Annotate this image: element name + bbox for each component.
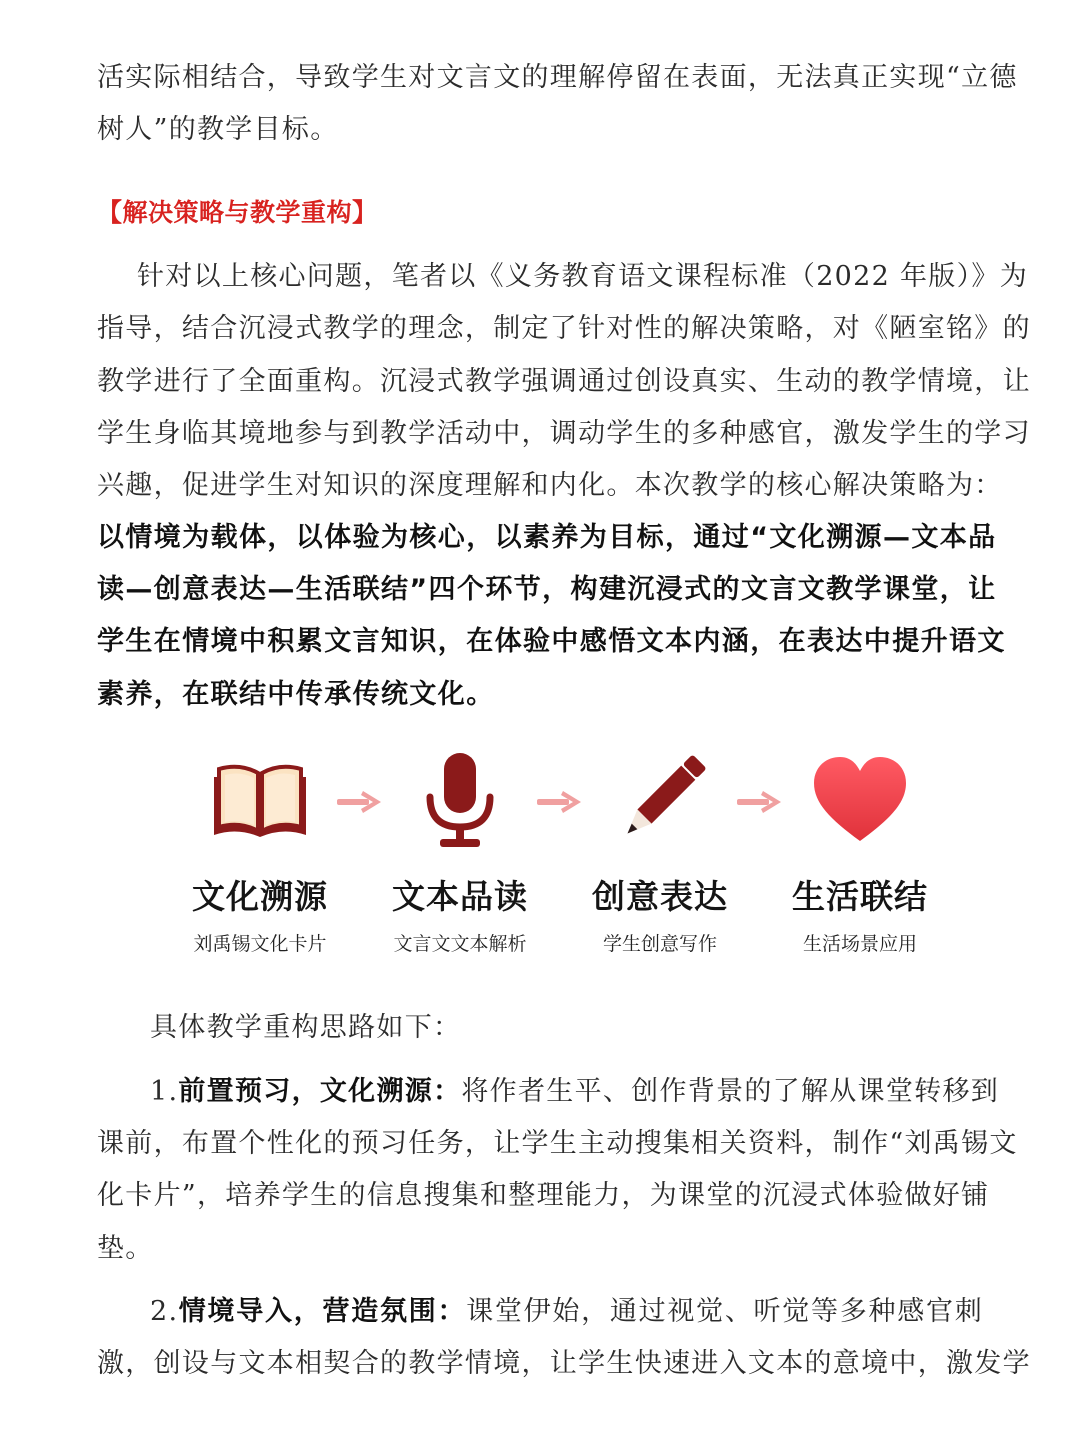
item-text: 课堂伊始，通过视觉、听觉等多种感官刺 [466,1296,984,1327]
item-text: 将作者生平、创作背景的了解从课堂转移到 [461,1076,1000,1107]
open-book-icon [210,751,310,851]
paragraph-line: 针对以上核心问题，笔者以《义务教育语文课程标准（2022 年版）》为 [137,261,1028,292]
flow-step-subtitle: 刘禹锡文化卡片 [193,933,327,955]
item-title: 前置预习，文化溯源： [178,1076,462,1107]
pencil-icon [610,751,710,851]
flow-step-reading [360,745,560,975]
core-strategy-line: 读—创意表达—生活联结”四个环节，构建沉浸式的文言文教学课堂，让 [97,574,997,605]
core-strategy-line: 素养，在联结中传承传统文化。 [97,679,495,710]
paragraph-line: 化卡片”，培养学生的信息搜集和整理能力，为课堂的沉浸式体验做好铺 [97,1180,990,1211]
list-item-2-line [150,1294,983,1330]
paragraph-line: 兴趣，促进学生对知识的深度理解和内化。本次教学的核心解决策略为： [97,470,1003,501]
flow-step-title: 文化溯源 [192,877,328,916]
paragraph-line: 激，创设与文本相契合的教学情境，让学生快速进入文本的意境中，激发学 [97,1348,1031,1379]
paragraph-line: 指导，结合沉浸式教学的理念，制定了针对性的解决策略，对《陋室铭》的 [97,313,1031,344]
flow-diagram [160,745,928,975]
item-title: 情境导入，营造氛围： [178,1296,467,1327]
flow-step-subtitle: 学生创意写作 [602,933,717,955]
flow-step-culture [160,745,360,975]
core-strategy-line: 学生在情境中积累文言知识，在体验中感悟文本内涵，在表达中提升语文 [97,626,1006,657]
list-intro: 具体教学重构思路如下： [150,1012,462,1043]
core-strategy-line: 以情境为载体，以体验为核心，以素养为目标，通过“文化溯源—文本品 [97,522,997,553]
microphone-icon [410,751,510,851]
paragraph-line: 树人”的教学目标。 [97,114,339,145]
item-number: 1. [150,1076,179,1107]
flow-step-title: 创意表达 [592,877,728,916]
flow-step-life [760,745,960,975]
list-item-1-line [150,1074,1000,1110]
flow-step-title: 生活联结 [792,877,928,916]
flow-step-title: 文本品读 [392,877,528,916]
paragraph-line: 学生身临其境地参与到教学活动中，调动学生的多种感官，激发学生的学习 [97,418,1031,449]
heart-icon [810,751,910,851]
item-number: 2. [150,1296,179,1327]
paragraph-line: 课前，布置个性化的预习任务，让学生主动搜集相关资料，制作“刘禹锡文 [97,1128,1018,1159]
flow-step-subtitle: 生活场景应用 [802,933,917,955]
flow-step-subtitle: 文言文文本解析 [393,933,527,955]
paragraph-line: 教学进行了全面重构。沉浸式教学强调通过创设真实、生动的教学情境，让 [97,366,1031,397]
flow-step-expression [560,745,760,975]
section-heading: 【解决策略与教学重构】 [97,198,378,227]
paragraph-line: 活实际相结合，导致学生对文言文的理解停留在表面，无法真正实现“立德 [97,62,1018,93]
paragraph-line: 垫。 [97,1233,154,1264]
